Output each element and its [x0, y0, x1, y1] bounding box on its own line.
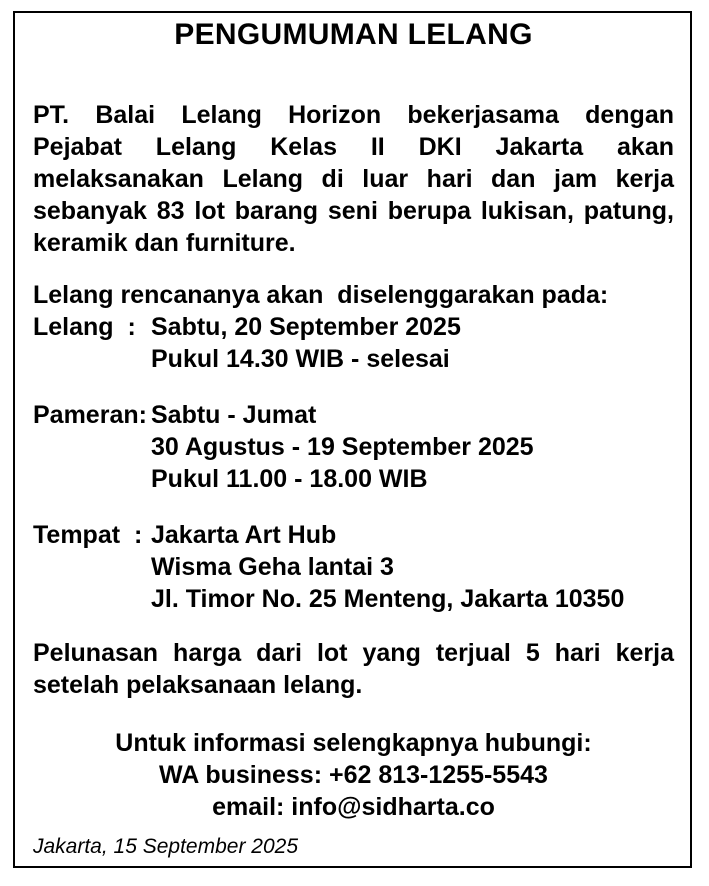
- page-title: PENGUMUMAN LELANG: [174, 18, 533, 51]
- venue-address: Jl. Timor No. 25 Menteng, Jakarta 10350: [151, 585, 625, 613]
- exhibition-label-spacer: [33, 431, 151, 463]
- exhibition-hours: Pukul 11.00 - 18.00 WIB: [151, 465, 428, 493]
- exhibition-dates: 30 Agustus - 19 September 2025: [151, 433, 534, 461]
- venue-block: [33, 519, 674, 615]
- auction-date-row: [33, 311, 674, 343]
- intro-paragraph-line: PT. Balai Lelang Horizon bekerjasama dengan: [33, 101, 674, 129]
- exhibition-dates-row: [33, 431, 674, 463]
- intro-paragraph-line: Pejabat Lelang Kelas II DKI Jakarta akan: [33, 133, 674, 161]
- exhibition-label: Pameran:: [33, 401, 147, 429]
- payment-paragraph-line: Pelunasan harga dari lot yang terjual 5 hari kerja: [33, 639, 674, 667]
- venue-label-spacer: [33, 583, 151, 615]
- intro-paragraph-line: keramik dan furniture.: [33, 229, 296, 257]
- auction-date: Sabtu, 20 September 2025: [151, 313, 461, 341]
- venue-building-row: [33, 551, 674, 583]
- date-line: Jakarta, 15 September 2025: [33, 835, 299, 858]
- intro-paragraph-line: sebanyak 83 lot barang seni berupa lukisan, patung,: [33, 197, 674, 225]
- schedule-block: [33, 279, 674, 375]
- venue-label-spacer: [33, 551, 151, 583]
- venue-name: Jakarta Art Hub: [151, 521, 337, 549]
- contact-whatsapp: WA business: +62 813-1255-5543: [159, 761, 548, 789]
- contact-heading: Untuk informasi selengkapnya hubungi:: [115, 729, 592, 757]
- venue-address-row: [33, 583, 674, 615]
- exhibition-days-row: [33, 399, 674, 431]
- intro-paragraph: [33, 99, 674, 259]
- auction-time-row: [33, 343, 674, 375]
- auction-label-spacer: [33, 343, 151, 375]
- venue-label: Tempat :: [33, 521, 143, 549]
- payment-paragraph: [33, 637, 674, 701]
- auction-label: Lelang :: [33, 313, 136, 341]
- announcement-document: [13, 11, 692, 868]
- exhibition-hours-row: [33, 463, 674, 495]
- venue-name-row: [33, 519, 674, 551]
- auction-time: Pukul 14.30 WIB - selesai: [151, 345, 450, 373]
- intro-paragraph-line: melaksanakan Lelang di luar hari dan jam kerja: [33, 165, 674, 193]
- exhibition-label-spacer: [33, 463, 151, 495]
- contact-block: [33, 727, 674, 823]
- schedule-intro: Lelang rencananya akan diselenggarakan pada:: [33, 281, 609, 309]
- payment-paragraph-line: setelah pelaksanaan lelang.: [33, 671, 363, 699]
- exhibition-days: Sabtu - Jumat: [151, 401, 317, 429]
- contact-email: email: info@sidharta.co: [212, 793, 495, 821]
- venue-building: Wisma Geha lantai 3: [151, 553, 394, 581]
- exhibition-block: [33, 399, 674, 495]
